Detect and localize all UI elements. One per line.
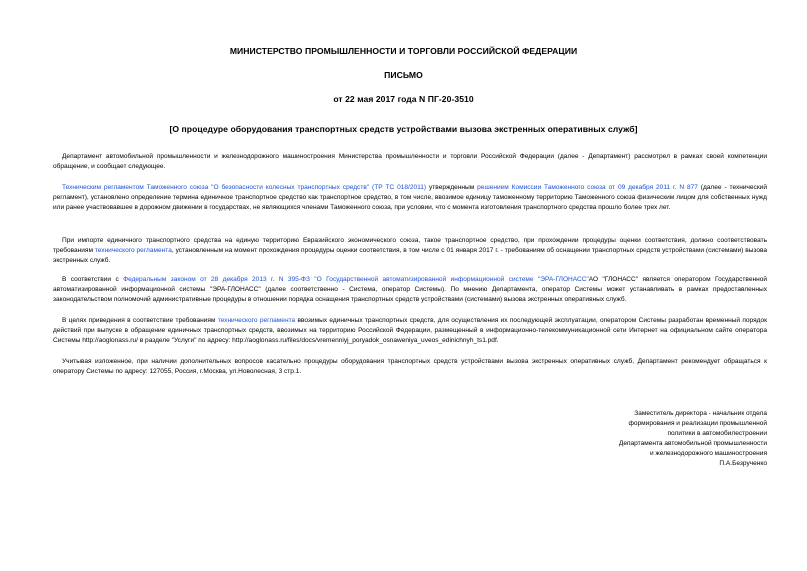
signature-line: Департамента автомобильной промышленности [618,440,767,447]
paragraph-text: утвержденным [426,184,478,191]
document-date-number: от 22 мая 2017 года N ПГ-20-3510 [333,94,474,104]
commission-decision-link[interactable]: решением Комиссии Таможенного союза от 09 декабря 2011 г. N 877 [477,184,698,191]
paragraph-recommendation [53,357,767,377]
paragraph-text: В целях приведения в соответствие требованиям [62,317,218,324]
signatory-name: П.А.Безрученко [719,460,767,467]
signature-line: Заместитель директора - начальник отдела [634,410,767,417]
paragraph-text: (далее - технический регламент), установлено определение термина единичное транспортное средство как транспортное средство, в том числе, ввозимое единицу таможенному территорию Таможенного союза физическим лицом для собственных нужд или ранее участвовавшее в дорожном движении в государствах, не являющихся членами Таможенного союза, при условии, что с момента изготовления транспортного средства прошло более трех лет. [53,184,767,211]
document-type: ПИСЬМО [384,70,423,80]
document-subject: [О процедуре оборудования транспортных средств устройствами вызова экстренных оперативных служб] [169,124,638,134]
paragraph-text: В соответствии с [62,276,124,283]
paragraph-text: , установленным на момент прохождения процедуры оценки соответствия, в том числе с 01 января 2017 г. - требованиям об оснащении транспортных средств устройствами (системами) вызова экстренных служб. [53,247,768,264]
signature-line: формирования и реализации промышленной [628,420,767,427]
signature-block [560,409,767,469]
paragraph-text: Учитывая изложенное, при наличии дополнительных вопросов касательно процедуры оборудования транспортных средств устройствами вызова экстренных оперативных служб, Департамент рекомендует обращаться к оператору Системы по адресу: 127055, Россия, г.Москва, ул.Новолесная, 3 стр.1. [53,358,767,375]
paragraph-procedure [53,316,767,346]
regulation-link[interactable]: Техническим регламентом Таможенного союза "О безопасности колесных транспортных средств" (ТР ТС 018/2011) [62,184,427,191]
paragraph-text: Департамент автомобильной промышленности и железнодорожного машиностроения Министерства промышленности и торговли Российской Федерации (далее - Департамент) рассмотрел в рамках своей компетенции обращение, и сообщает следующее. [53,153,767,170]
tech-regulation-link[interactable]: технического регламента [94,247,172,254]
signature-line: политики в автомобилестроении [667,430,767,437]
paragraph-text: АО "ГЛОНАСС" является оператором Государственной автоматизированной информационной системы "ЭРА-ГЛОНАСС" (далее соответственно - Система, оператор Системы). По мнению Департамента, оператор Системы может устанавливать в рамках предоставленных законодательством полномочий административные процедуры в отношении порядка оснащения транспортных средств устройствами (системами) вызова экстренных оперативных служб. [53,276,767,303]
paragraph-intro [53,152,767,172]
paragraph-regulation [53,183,767,213]
paragraph-text: ввозимых единичных транспортных средств, для осуществления их последующей эксплуатации, оператором Системы разработан временный порядок действий при выпуске в обращение единичных транспортных средств, ввозимых на территорию Российской Федерации, размещенный в информационно-телекоммуникационной сети Интернет на официальном сайте оператора Системы http://aoglonass.ru/ в разделе "Услуги" по адресу: http://aoglonass.ru/files/docs/vremenniyj_poryadok_osnaweniya_uveos_edinichnyh_ts1.pdf. [53,317,767,344]
paragraph-import [53,236,767,266]
federal-law-link[interactable]: Федеральным законом от 28 декабря 2013 г. N 395-ФЗ "О Государственной автоматизированной информационной системе "ЭРА-ГЛОНАСС" [123,276,589,283]
ministry-heading: МИНИСТЕРСТВО ПРОМЫШЛЕННОСТИ И ТОРГОВЛИ РОССИЙСКОЙ ФЕДЕРАЦИИ [229,46,578,56]
paragraph-federal-law [53,275,767,305]
paragraph-text: При импорте единичного транспортного средства на единую территорию Евразийского экономического союза, такое транспортное средство, при прохождении процедуры оценки соответствия, должно соответствовать требованиям [53,237,767,254]
tech-regulation-link[interactable]: технического регламента [217,317,296,324]
signature-line: и железнодорожного машиностроения [649,450,767,457]
